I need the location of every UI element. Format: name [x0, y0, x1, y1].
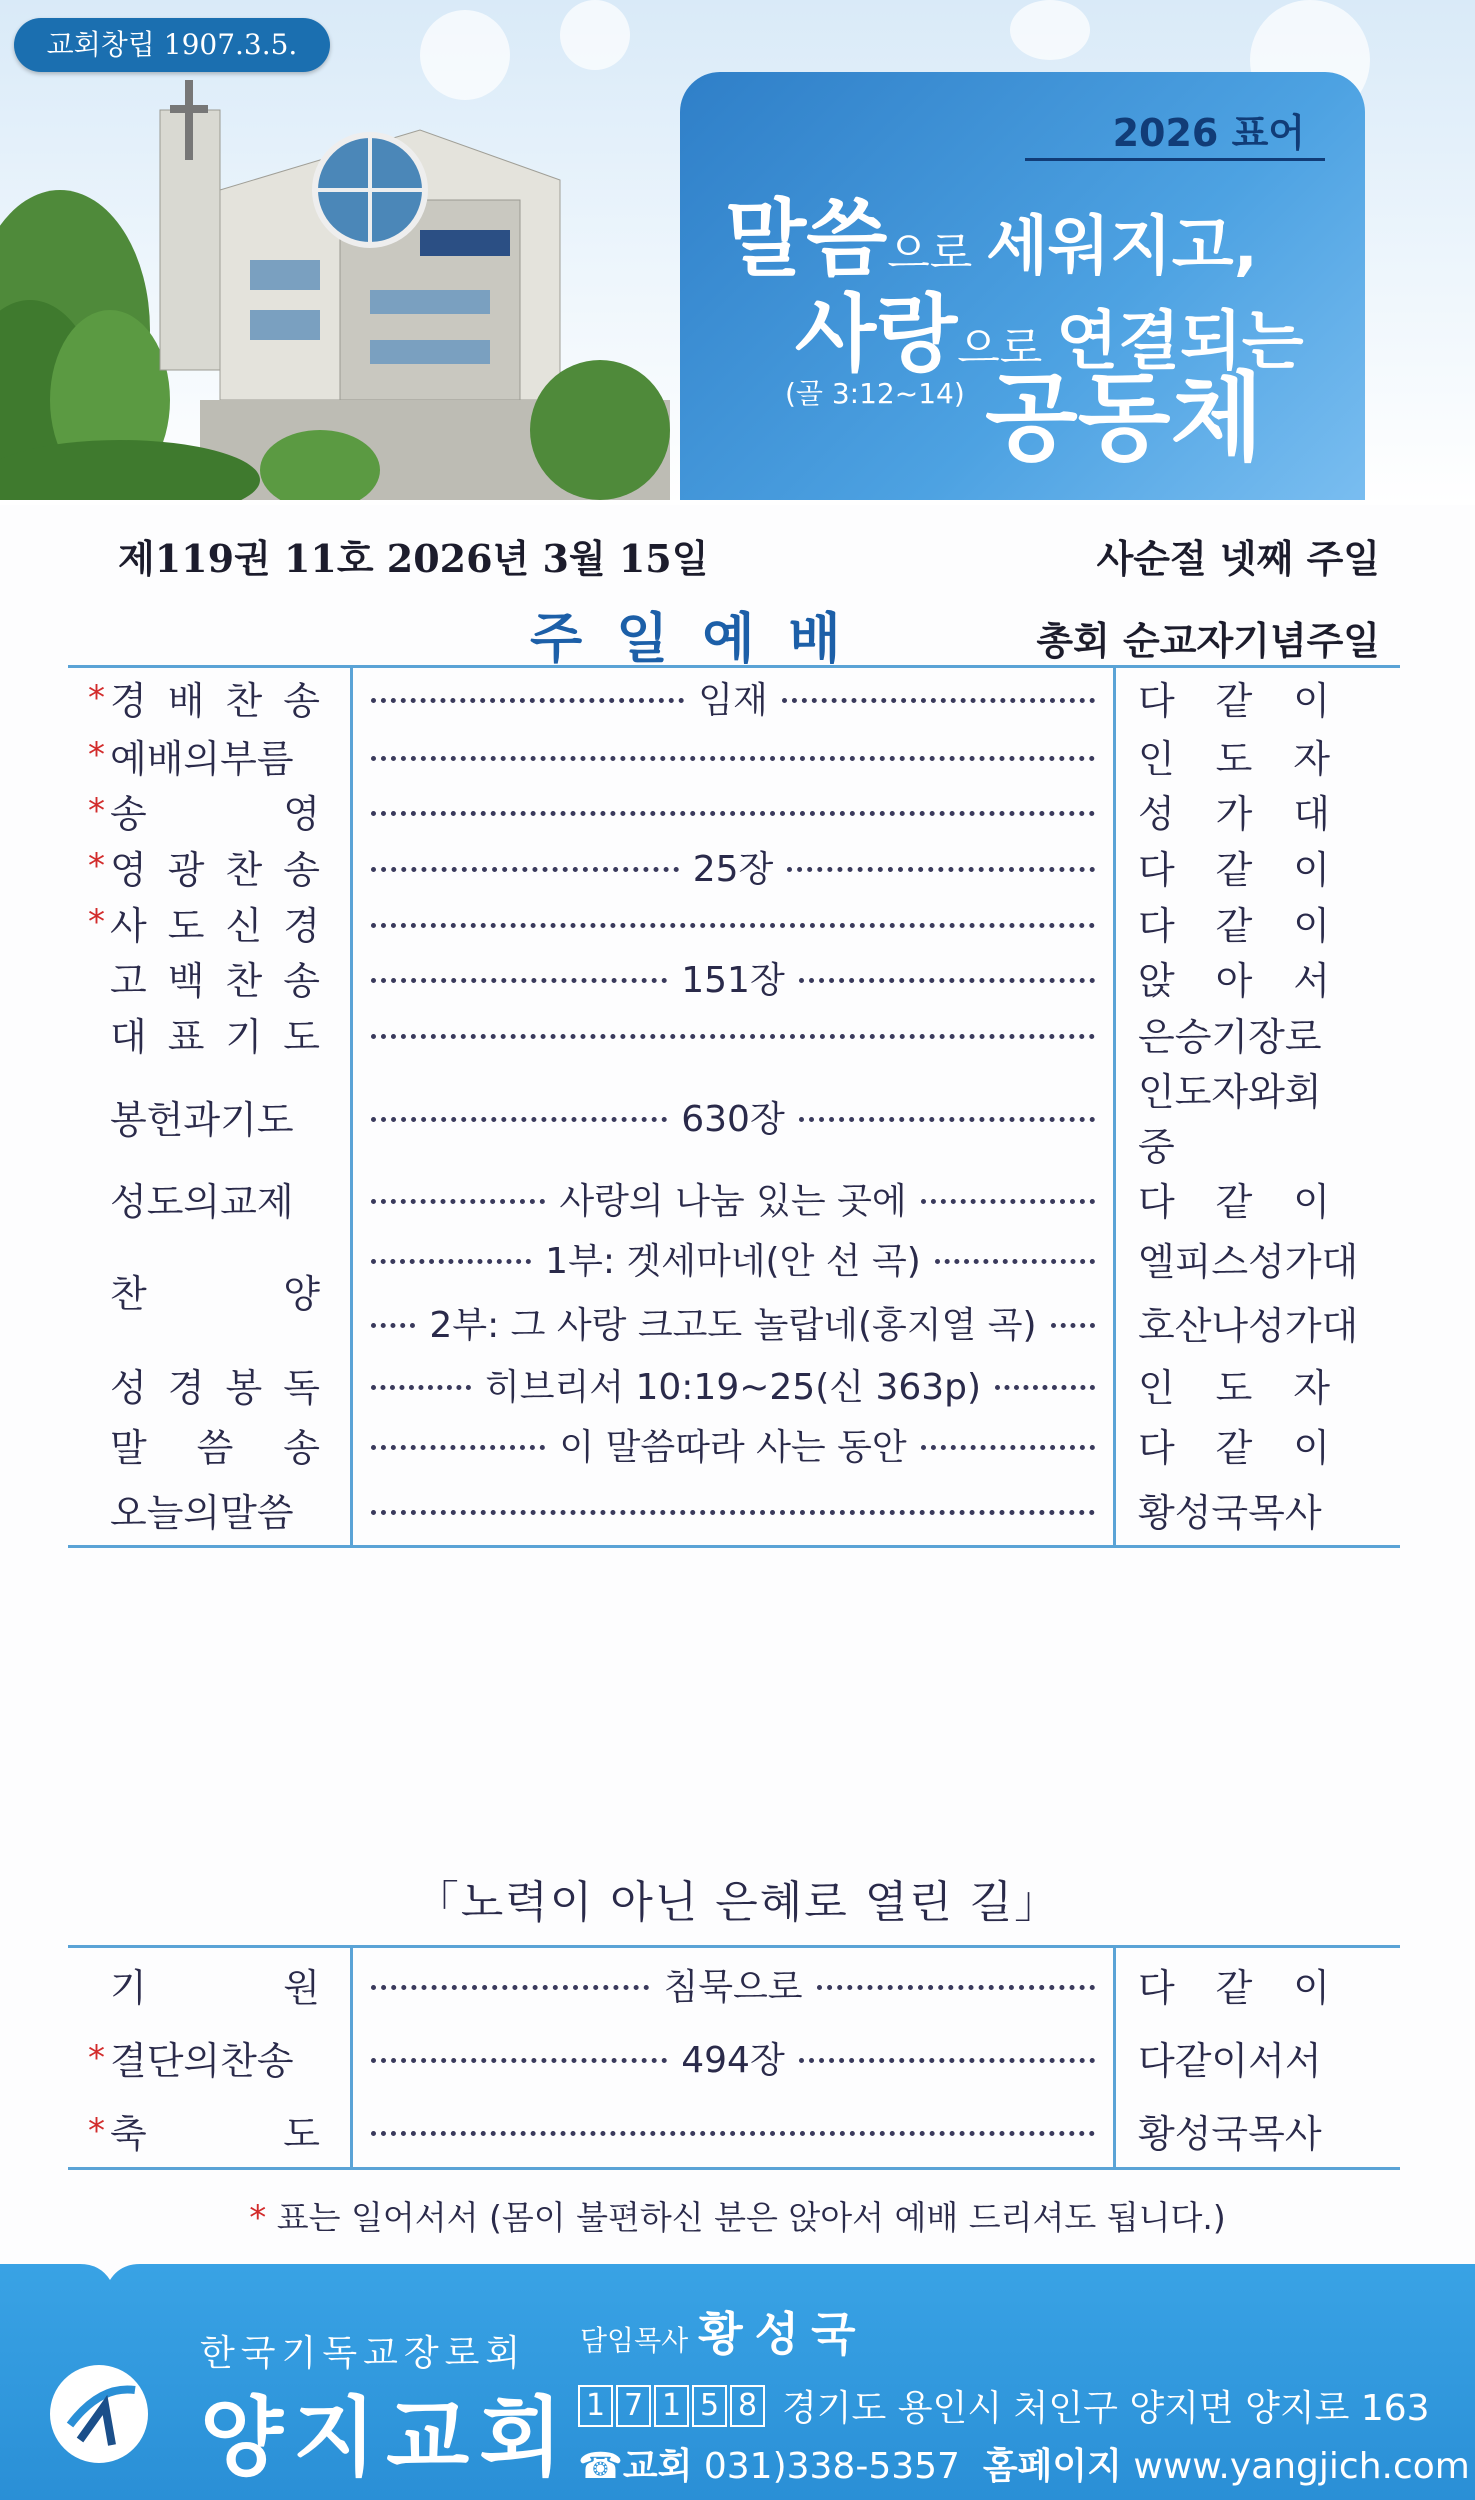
order-leader: 같: [1215, 1965, 1253, 2010]
worship-order-table: [68, 665, 1400, 1548]
star-mark: *: [88, 2037, 105, 2078]
motto-word: 연결되는: [1056, 305, 1304, 379]
order-leader: 황성국목사: [1138, 1491, 1322, 1536]
order-leader: 자: [1293, 1366, 1330, 1411]
order-row-praise: [68, 1227, 1400, 1355]
order-item-label: 기: [110, 1965, 147, 2010]
homepage-label: 홈페이지: [982, 2446, 1122, 2487]
order-leader: 다: [1138, 847, 1175, 892]
zip-digit: 7: [616, 2385, 651, 2427]
special-sunday: 총회 순교자기념주일: [1036, 618, 1380, 663]
motto-year-underline: [1025, 158, 1325, 161]
order-content: 침묵으로: [663, 1966, 803, 2008]
order-item-label: 씀: [196, 1426, 234, 1471]
order-item-label: 경: [283, 903, 320, 948]
order-leader: 은승기장로: [1138, 1014, 1322, 1059]
order-item-label: 사: [110, 903, 147, 948]
order-item-label: 기: [225, 1014, 263, 1059]
order-row: [68, 1005, 1400, 1061]
order-row: [68, 667, 1400, 728]
order-leader: 도: [1215, 736, 1253, 781]
motto-particle: 으로: [887, 228, 987, 279]
church-logo-icon: [50, 2365, 148, 2463]
order-leader: 이: [1293, 903, 1330, 948]
star-mark: *: [249, 2198, 267, 2238]
order-leader: 다: [1138, 903, 1175, 948]
star-mark: *: [88, 790, 105, 831]
pastor-name: 황성국: [698, 2307, 868, 2361]
order-item-label: 신: [225, 903, 263, 948]
order-item-label: 영: [283, 792, 320, 837]
header-banner: [0, 0, 1475, 505]
order-item-label: 도: [167, 903, 205, 948]
closing-order-table: [68, 1945, 1400, 2170]
choir-name: 호산나성가대: [1138, 1304, 1359, 1349]
star-mark: *: [88, 2110, 105, 2151]
order-item-label: 예배의부름: [110, 736, 294, 781]
order-leader: 같: [1215, 847, 1253, 892]
order-leader: 이: [1293, 847, 1330, 892]
star-mark: *: [88, 846, 105, 887]
order-leader: 도: [1215, 1366, 1253, 1411]
choir-name: 엘피스성가대: [1138, 1240, 1359, 1285]
order-item-label: 성도의교제: [110, 1180, 294, 1225]
order-item-label: 송: [283, 679, 320, 724]
order-item-label: 송: [283, 1426, 320, 1471]
order-row: [68, 839, 1400, 895]
order-leader: 서: [1293, 959, 1330, 1004]
order-leader: 다: [1138, 1180, 1175, 1225]
motto-year: 2026 표어: [1112, 111, 1305, 155]
order-row: [68, 1171, 1400, 1227]
order-row: [68, 1947, 1400, 2021]
order-leader: 다: [1138, 1426, 1175, 1471]
order-row: [68, 1415, 1400, 1475]
order-item-label: 백: [167, 959, 205, 1004]
order-content: 630장: [681, 1098, 785, 1140]
footer-banner: [0, 2250, 1475, 2500]
order-item-label: 결단의찬송: [110, 2039, 294, 2083]
order-content: 히브리서 10:19~25(신 363p): [484, 1367, 982, 1409]
order-leader: 이: [1293, 1180, 1330, 1225]
order-leader: 같: [1215, 1426, 1253, 1471]
address-row: [578, 2380, 1430, 2431]
order-item-label: 송: [283, 847, 320, 892]
address: 경기도 용인시 처인구 양지면 양지로 163: [782, 2388, 1430, 2429]
order-content: 1부: 겟세마네(안 선 곡): [545, 1241, 921, 1283]
church-building-photo: [0, 70, 670, 500]
order-content: 494장: [681, 2040, 785, 2081]
motto-panel: [680, 72, 1365, 500]
order-content: 151장: [681, 960, 785, 1002]
order-item-label: 경: [167, 1366, 205, 1411]
motto-word: 말씀: [725, 189, 888, 288]
order-leader: 다: [1138, 1965, 1175, 2010]
phone-number[interactable]: 031)338-5357: [703, 2446, 960, 2487]
order-leader: 다같이서서: [1138, 2039, 1322, 2083]
order-leader: 이: [1293, 1426, 1330, 1471]
order-leader: 앉: [1138, 959, 1175, 1004]
motto-line-3: 공동체: [985, 361, 1264, 474]
order-item-label: 봉: [225, 1366, 263, 1411]
contact-row: [578, 2438, 1470, 2489]
service-title: 주일예배: [530, 607, 875, 670]
lent-week: 사순절 넷째 주일: [1096, 536, 1380, 581]
order-item-label: 송: [110, 792, 147, 837]
bokeh-light: [1010, 0, 1090, 60]
zip-digit: 8: [730, 2385, 765, 2427]
order-item-label: 성: [110, 1366, 147, 1411]
star-mark: *: [88, 902, 105, 943]
order-leader: 인: [1138, 736, 1175, 781]
order-leader: 자: [1293, 736, 1330, 781]
motto-word: 세워지고,: [986, 210, 1258, 284]
order-leader: 대: [1293, 792, 1330, 837]
order-leader: 이: [1293, 1965, 1330, 2010]
order-row: [68, 1475, 1400, 1547]
order-item-label: 찬: [225, 679, 263, 724]
order-row: [68, 1061, 1400, 1171]
order-row: [68, 728, 1400, 784]
church-name: 양지교회: [200, 2388, 573, 2488]
standing-note: [0, 2192, 1475, 2239]
order-item-label: 표: [167, 1014, 205, 1059]
order-item-label: 배: [167, 679, 205, 724]
order-leader: 성: [1138, 792, 1175, 837]
pastor-info: [580, 2298, 868, 2364]
order-row: [68, 1355, 1400, 1415]
founded-badge: 교회창립 1907.3.5.: [14, 18, 330, 72]
order-content: 임재: [698, 680, 768, 722]
motto-verse: (골 3:12~14): [785, 377, 965, 410]
order-item-label: 경: [110, 679, 147, 724]
order-leader: 같: [1215, 1180, 1253, 1225]
order-content: 이 말씀따라 사는 동안: [559, 1427, 907, 1469]
order-leader: 같: [1215, 903, 1253, 948]
star-mark: *: [88, 735, 105, 776]
order-item-label: 광: [167, 847, 205, 892]
order-leader: 황성국목사: [1138, 2112, 1322, 2157]
order-content: 사랑의 나눔 있는 곳에: [559, 1181, 907, 1223]
homepage-link[interactable]: www.yangjich.com: [1133, 2446, 1470, 2487]
order-leader: 다: [1138, 679, 1175, 724]
motto-word: 사랑: [795, 284, 958, 383]
order-leader: 아: [1215, 959, 1253, 1004]
order-item-label: 말: [110, 1426, 147, 1471]
zip-digit: 5: [692, 2385, 727, 2427]
pastor-role: 담임목사: [580, 2324, 689, 2357]
motto-particle: 으로: [957, 323, 1057, 374]
zip-digit: 1: [654, 2385, 689, 2427]
order-leader: 같: [1215, 679, 1253, 724]
order-item-label: 축: [110, 2112, 147, 2157]
order-item-label: 오늘의말씀: [110, 1491, 294, 1536]
order-item-label: 도: [283, 2112, 320, 2157]
order-leader: 인도자와회중: [1138, 1070, 1322, 1170]
order-row: [68, 2095, 1400, 2169]
order-item-label: 찬: [225, 959, 263, 1004]
order-item-label: 고: [110, 959, 147, 1004]
phone-label: ☎교회: [578, 2446, 693, 2487]
bokeh-light: [560, 0, 630, 70]
note-text: 표는 일어서서 (몸이 불편하신 분은 앉아서 예배 드리셔도 됩니다.): [266, 2198, 1226, 2237]
zip-digit: 1: [578, 2385, 613, 2427]
order-item-label: 양: [283, 1272, 320, 1317]
order-item-label: 원: [283, 1965, 320, 2010]
order-item-label: 영: [110, 847, 147, 892]
order-item-label: 찬: [225, 847, 263, 892]
order-leader: 가: [1215, 792, 1253, 837]
star-mark: *: [88, 677, 105, 718]
order-item-label: 대: [110, 1014, 147, 1059]
denomination: 한국기독교장로회: [200, 2333, 527, 2374]
order-row: [68, 783, 1400, 839]
order-content: 25장: [692, 848, 774, 890]
order-leader: 인: [1138, 1366, 1175, 1411]
order-item-label: 봉헌과기도: [110, 1097, 294, 1142]
order-content: 2부: 그 사랑 크고도 놀랍네(홍지열 곡): [429, 1305, 1037, 1347]
sermon-title: 「노력이 아닌 은혜로 열린 길」: [414, 1877, 1061, 1928]
footer-wave: [0, 2250, 1475, 2290]
order-item-label: 도: [283, 1014, 320, 1059]
order-row: [68, 950, 1400, 1006]
order-leader: 이: [1293, 679, 1330, 724]
order-item-label: 독: [283, 1366, 320, 1411]
order-item-label: 송: [283, 959, 320, 1004]
issue-number: 제119권 11호 2026년 3월 15일: [118, 536, 709, 581]
order-item-label: 찬: [110, 1272, 147, 1317]
order-row: [68, 2021, 1400, 2095]
order-row: [68, 894, 1400, 950]
